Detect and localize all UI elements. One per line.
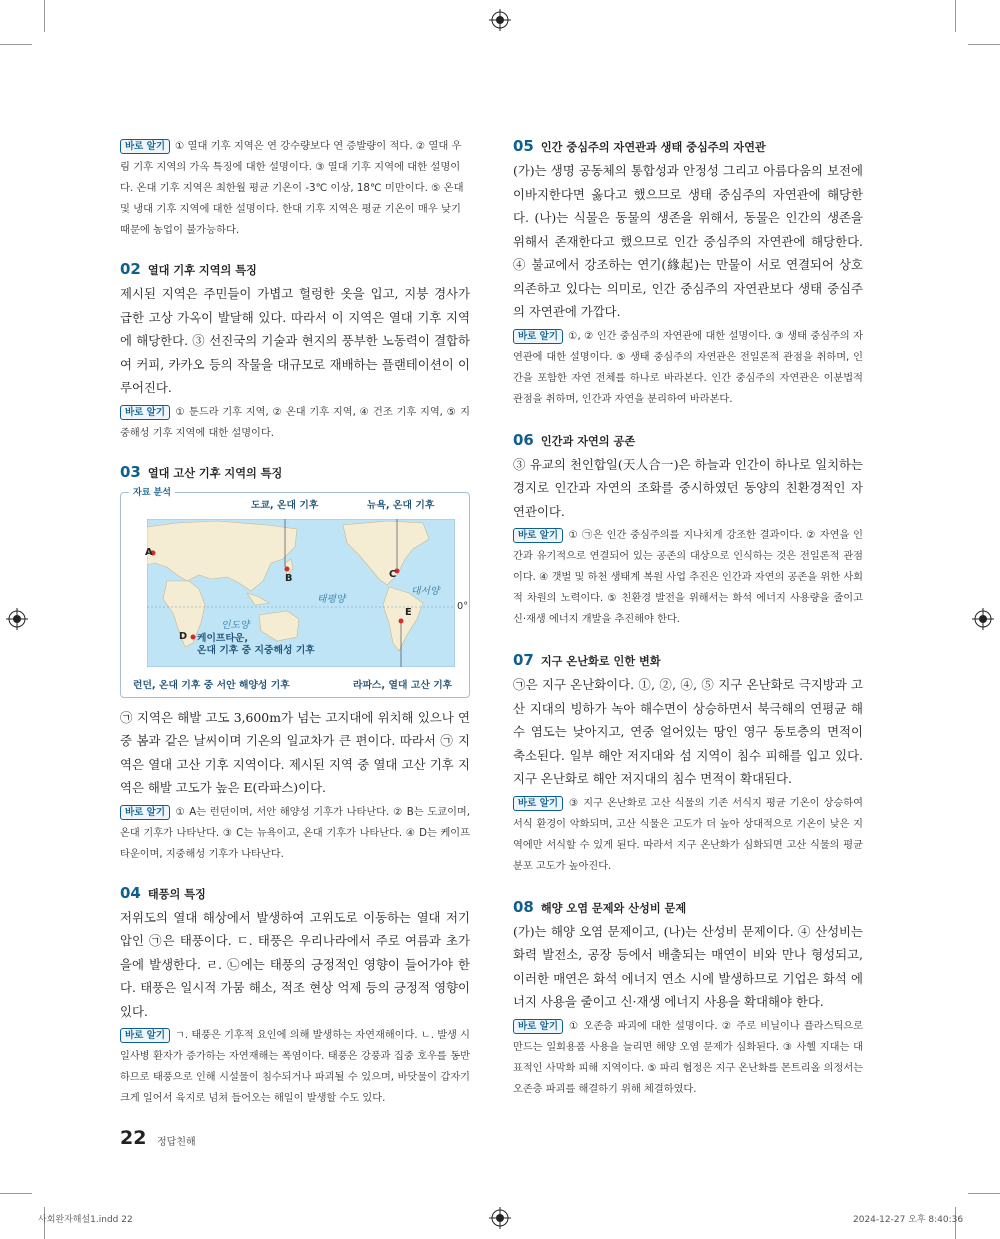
label-point-b: B <box>285 572 293 584</box>
label-atlantic: 대서양 <box>411 585 440 597</box>
section-number: 02 <box>120 260 141 278</box>
section-body: ㉠은 지구 온난화이다. ①, ②, ④, ⑤ 지구 온난화로 극지방과 고산 지대의 빙하가 녹아 해수면이 상승하면서 북극해의 연평균 해수 염도는 낮아지고, 연중 얼어있는 땅인 영구 동토층의 면적이 축소된다. 일부 해안 저지대와 섬 지역이 침수 피해를 입고 있다. 지구 온난화로 해안 저지대의 침수 면적이 확대된다. <box>513 677 863 786</box>
section-title: 태풍의 특징 <box>147 887 206 901</box>
footer-timestamp: 2024-12-27 오후 8:40:36 <box>853 1215 964 1225</box>
intro-note <box>120 136 470 241</box>
section-body: (가)는 생명 공동체의 통합성과 안정성 그리고 아름다움의 보전에 이바지한다면 옳다고 했으므로 생태 중심주의 자연관에 해당한다. (나)는 식물은 동물의 생존을 위해서, 동물은 인간의 생존을 위해서 존재한다고 했으므로 인간 중심주의 자연관에 해당한다. ④ 불교에서 강조하는 연기(緣起)는 만물이 서로 연결되어 상호 의존하고 있다는 의미로, 인간 중심주의 자연관보다 생태 중심주의 자연관에 가깝다. <box>513 163 863 319</box>
label-indian: 인도양 <box>221 619 250 631</box>
page-label: 정답친해 <box>157 1137 196 1148</box>
footer-filename: 사회완자해설1.indd 22 <box>38 1215 133 1225</box>
note-tag: 바로 알기 <box>120 1028 170 1043</box>
label-tokyo: 도쿄, 온대 기후 <box>251 499 319 511</box>
map-legend: 자료 분석 <box>129 485 175 498</box>
section-body: (가)는 해양 오염 문제이고, (나)는 산성비 문제이다. ④ 산성비는 화력 발전소, 공장 등에서 배출되는 매연이 비와 만나 형성되고, 이러한 매연은 화석 에너지 연소 시에 발생하므로 기업은 화석 에너지 사용을 줄이고 신·재생 에너지 사용을 확대해야 한다. <box>513 923 863 1009</box>
section-note <box>120 1025 470 1109</box>
section-number: 08 <box>513 897 534 916</box>
section-title: 인간 중심주의 자연관과 생태 중심주의 자연관 <box>540 141 766 154</box>
note-tag: 바로 알기 <box>513 1019 563 1034</box>
label-point-d: D <box>179 630 188 642</box>
section-body: ㉠ 지역은 해발 고도 3,600m가 넘는 고지대에 위치해 있으나 연중 봄과 같은 날씨이며 기온의 일교차가 큰 편이다. 따라서 ㉠ 지역은 열대 고산 기후 지역이다. 제시된 지역 중 열대 고산 기후 지역은 해발 고도가 높은 E(라파스)이다. <box>120 709 470 795</box>
label-pacific: 태평양 <box>317 593 346 605</box>
section-number: 03 <box>120 462 141 481</box>
point-e-marker <box>399 618 404 623</box>
label-point-e: E <box>405 606 412 618</box>
registration-mark-top <box>489 9 511 31</box>
note-text: ① A는 런던이며, 서안 해양성 기후가 나타난다. ② B는 도쿄이며, 온대 기후가 나타난다. ③ C는 뉴욕이고, 온대 기후가 나타난다. ④ D는 케이프타운이며, 지중해성 기후가 나타난다. <box>120 806 470 860</box>
section-08 <box>513 897 863 1100</box>
section-note <box>120 802 470 865</box>
label-london: 런던, 온대 기후 중 서안 해양성 기후 <box>133 679 290 691</box>
section-body: 저위도의 열대 해상에서 발생하여 고위도로 이동하는 열대 저기압인 ㉠은 태풍이다. ㄷ. 태풍은 우리나라에서 주로 여름과 초가을에 발생한다. ㄹ. ㉡에는 태풍의 긍정적인 영향이 들어가야 한다. 태풍은 일시적 가뭄 해소, 적조 현상 억제 등의 긍정적 영향이 있다. <box>120 909 470 1019</box>
note-text: ①, ② 인간 중심주의 자연관에 대한 설명이다. ③ 생태 중심주의 자연관에 대한 설명이다. ⑤ 생태 중심주의 자연관은 전일론적 관점을 취하며, 인간을 포함한 자연 전체를 하나로 바라본다. 인간 중심주의 자연관은 이분법적 관점을 취하며, 인간과 자연을 분리하여 바라본다. <box>513 330 863 405</box>
section-note <box>120 402 470 444</box>
crop-mark <box>955 0 956 32</box>
section-body: 제시된 지역은 주민들이 가볍고 헐렁한 옷을 입고, 지붕 경사가 급한 고상 가옥이 발달해 있다. 따라서 이 지역은 열대 기후 지역에 해당한다. ③ 선진국의 기술과 현지의 풍부한 노동력이 결합하여 커피, 카카오 등의 작물을 대규모로 재배하는 플랜테이션이 이루어진다. <box>120 286 470 395</box>
right-column <box>513 136 863 1100</box>
note-tag: 바로 알기 <box>120 139 170 154</box>
section-note <box>513 793 863 877</box>
label-lapaz: 라파스, 열대 고산 기후 <box>353 679 453 691</box>
intro-text: ① 열대 기후 지역은 연 강수량보다 연 증발량이 적다. ② 열대 우림 기후 지역의 가옥 특징에 대한 설명이다. ③ 열대 기후 지역에 대한 설명이다. 온대 기후 지역은 최한월 평균 기온이 -3℃ 이상, 18℃ 미만이다. ⑤ 온대 및 냉대 기후 지역에 대한 설명이다. 한대 기후 지역은 평균 기온이 매우 낮기 때문에 농업이 불가능하다. <box>120 140 464 236</box>
point-b-marker <box>285 566 290 571</box>
note-text: ① 툰드라 기후 지역, ② 온대 기후 지역, ④ 건조 기후 지역, ⑤ 지중해성 기후 지역에 대한 설명이다. <box>120 406 470 439</box>
section-body: ③ 유교의 천인합일(天人合一)은 하늘과 인간이 하나로 일치하는 경지로 인간과 자연의 조화를 중시하였던 동양의 친환경적인 자연관이다. <box>513 456 863 519</box>
section-05 <box>513 136 863 410</box>
registration-mark-bottom <box>489 1207 511 1229</box>
section-number: 04 <box>120 883 141 902</box>
section-note <box>513 525 863 630</box>
label-zero-degree: 0° <box>457 600 469 612</box>
section-07 <box>513 650 863 877</box>
section-note <box>513 326 863 410</box>
note-tag: 바로 알기 <box>120 405 170 420</box>
world-map-figure <box>120 487 470 698</box>
label-newyork: 뉴욕, 온대 기후 <box>367 499 435 511</box>
crop-mark <box>968 1193 1000 1194</box>
note-tag: 바로 알기 <box>513 528 563 543</box>
section-number: 06 <box>513 430 534 449</box>
note-text: ① 오존층 파괴에 대한 설명이다. ② 주로 비닐이나 플라스틱으로 만드는 일회용품 사용을 늘리면 해양 오염 문제가 심화된다. ③ 사헬 지대는 대표적인 사막화 피해 지역이다. ⑤ 파리 협정은 지구 온난화를 몬트리올 의정서는 오존층 파괴를 해결하기 위해 체결하였다. <box>513 1020 863 1095</box>
section-note <box>513 1016 863 1100</box>
note-text: ㄱ. 태풍은 기후적 요인에 의해 발생하는 자연재해이다. ㄴ. 발생 시 일사병 환자가 증가하는 자연재해는 폭염이다. 태풍은 강풍과 집중 호우를 동반하므로 태풍으로 인해 시설물이 침수되거나 파괴될 수 있으며, 바닷물이 갑자기 크게 일어서 육지로 넘쳐 들어오는 해일이 발생할 수도 있다. <box>120 1030 470 1104</box>
label-point-a: A <box>145 546 153 558</box>
note-tag: 바로 알기 <box>120 805 170 820</box>
left-column <box>120 136 470 1109</box>
section-number: 05 <box>513 137 534 155</box>
point-d-marker <box>191 634 196 639</box>
section-title: 해양 오염 문제와 산성비 문제 <box>540 901 687 915</box>
section-03 <box>120 462 470 865</box>
registration-mark-left <box>6 608 28 630</box>
note-text: ③ 지구 온난화로 고산 식물의 기존 서식지 평균 기온이 상승하여 서식 환경이 악화되며, 고산 식물은 고도가 더 높아 상대적으로 기온이 낮은 지역에만 서식할 수 있게 된다. 따라서 지구 온난화가 심화되면 고산 식물의 평균 분포 고도가 높아진다. <box>513 797 863 872</box>
section-number: 07 <box>513 651 534 669</box>
section-title: 인간과 자연의 공존 <box>540 434 636 448</box>
section-title: 열대 고산 기후 지역의 특징 <box>147 466 283 480</box>
section-title: 지구 온난화로 인한 변화 <box>540 655 661 668</box>
label-point-c: C <box>389 568 397 580</box>
crop-mark <box>968 44 1000 45</box>
note-tag: 바로 알기 <box>513 329 563 344</box>
note-text: ① ㉠은 인간 중심주의를 지나치게 강조한 결과이다. ② 자연을 인간과 유기적으로 연결되어 있는 공존의 대상으로 인식하는 것은 전일론적 관점이다. ④ 갯벌 및 하천 생태계 복원 사업 추진은 인간과 자연의 공존을 위한 사회적 차원의 노력이다. ⑤ 친환경 발전을 위해서는 화석 에너지 사용량을 줄이고 신·재생 에너지 개발을 추진해야 한다. <box>513 530 863 625</box>
page-number: 22 <box>120 1127 147 1149</box>
section-06 <box>513 430 863 631</box>
note-tag: 바로 알기 <box>513 796 563 811</box>
crop-mark <box>0 1193 32 1194</box>
crop-mark <box>0 44 32 45</box>
registration-mark-right <box>972 608 994 630</box>
section-title: 열대 기후 지역의 특징 <box>147 264 257 277</box>
section-02 <box>120 259 470 444</box>
crop-mark <box>44 0 45 32</box>
label-capetown: 케이프타운, 온대 기후 중 지중해성 기후 <box>197 632 315 656</box>
section-04 <box>120 883 470 1110</box>
